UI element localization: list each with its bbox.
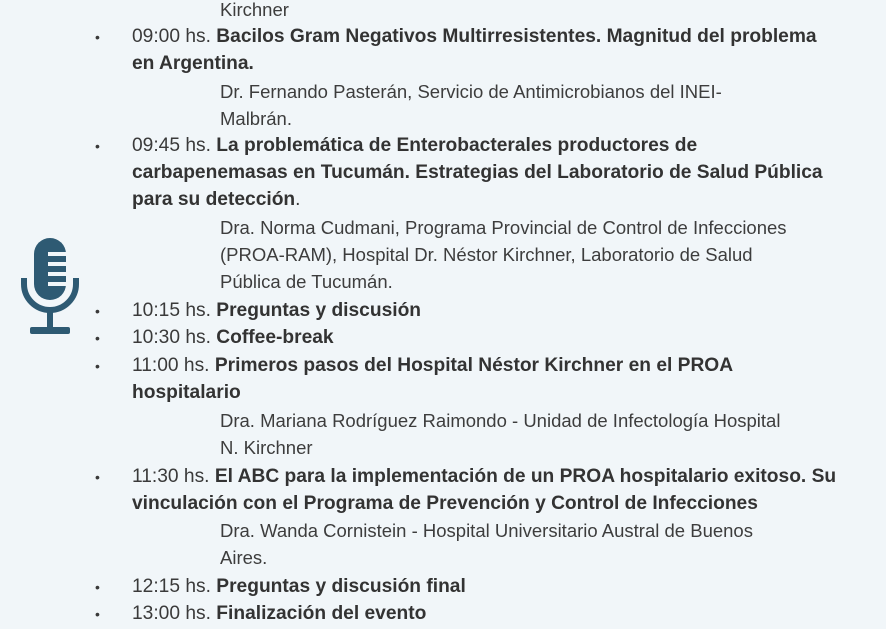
agenda-title-end: para su detección: [132, 189, 296, 210]
agenda-time: 13:00 hs.: [132, 603, 211, 624]
bullet: •: [95, 358, 100, 374]
agenda-speaker: Dra. Wanda Cornistein - Hospital Universitario Austral de Buenos: [220, 520, 753, 541]
agenda-speaker: Dra. Norma Cudmani, Programa Provincial de Control de Infecciones: [220, 217, 787, 238]
agenda-title: Finalización del evento: [216, 603, 427, 624]
agenda-speaker-cont: N. Kirchner: [220, 437, 313, 458]
agenda-title: El ABC para la implementación de un PROA hospitalario exitoso. Su: [214, 466, 837, 487]
agenda-item: [132, 464, 836, 490]
bullet: •: [95, 303, 100, 319]
bullet: •: [95, 469, 100, 485]
agenda-title: Preguntas y discusión final: [216, 576, 466, 597]
agenda-title: La problemática de Enterobacterales productores de: [216, 135, 698, 156]
agenda-item: [132, 353, 733, 379]
bullet: •: [95, 29, 100, 45]
agenda-speaker-cont: (PROA-RAM), Hospital Dr. Néstor Kirchner, Laboratorio de Salud: [220, 244, 753, 265]
agenda-speaker-cont: Pública de Tucumán.: [220, 271, 393, 292]
agenda-title-cont: carbapenemasas en Tucumán. Estrategias del Laboratorio de Salud Pública: [132, 162, 823, 183]
agenda-title-cont: vinculación con el Programa de Prevención y Control de Infecciones: [132, 493, 758, 514]
agenda-item: [132, 325, 334, 351]
bullet: •: [95, 330, 100, 346]
agenda-time: 09:00 hs.: [132, 26, 211, 47]
agenda-item: [132, 574, 466, 600]
agenda-item: [132, 601, 426, 627]
agenda-speaker-cont: Malbrán.: [220, 108, 292, 129]
speaker-fragment: Kirchner: [220, 0, 289, 20]
agenda-time: 11:00 hs.: [132, 355, 210, 376]
agenda-item: [132, 298, 421, 324]
agenda-time: 09:45 hs.: [132, 135, 211, 156]
agenda-item: [132, 133, 697, 159]
bullet: •: [95, 606, 100, 622]
agenda-title-punct: .: [295, 189, 301, 210]
microphone-icon: [20, 238, 80, 336]
agenda-item: [132, 24, 817, 50]
agenda-time: 11:30 hs.: [132, 466, 210, 487]
agenda-speaker: Dra. Mariana Rodríguez Raimondo - Unidad de Infectología Hospital: [220, 410, 781, 431]
agenda-title: Preguntas y discusión: [216, 300, 422, 321]
agenda-title: Bacilos Gram Negativos Multirresistentes. Magnitud del problema: [216, 26, 817, 47]
agenda-speaker: Dr. Fernando Pasterán, Servicio de Antimicrobianos del INEI-: [220, 81, 722, 102]
agenda-title-cont: en Argentina.: [132, 53, 254, 74]
agenda-time: 10:15 hs.: [132, 300, 211, 321]
agenda-title-cont: hospitalario: [132, 382, 241, 403]
bullet: •: [95, 579, 100, 595]
agenda-title: Primeros pasos del Hospital Néstor Kirchner en el PROA: [214, 355, 734, 376]
agenda-title: Coffee-break: [216, 327, 334, 348]
bullet: •: [95, 138, 100, 154]
agenda-speaker-cont: Aires.: [220, 547, 268, 568]
agenda-title-cont: [132, 187, 301, 213]
agenda-time: 12:15 hs.: [132, 576, 211, 597]
agenda-time: 10:30 hs.: [132, 327, 211, 348]
